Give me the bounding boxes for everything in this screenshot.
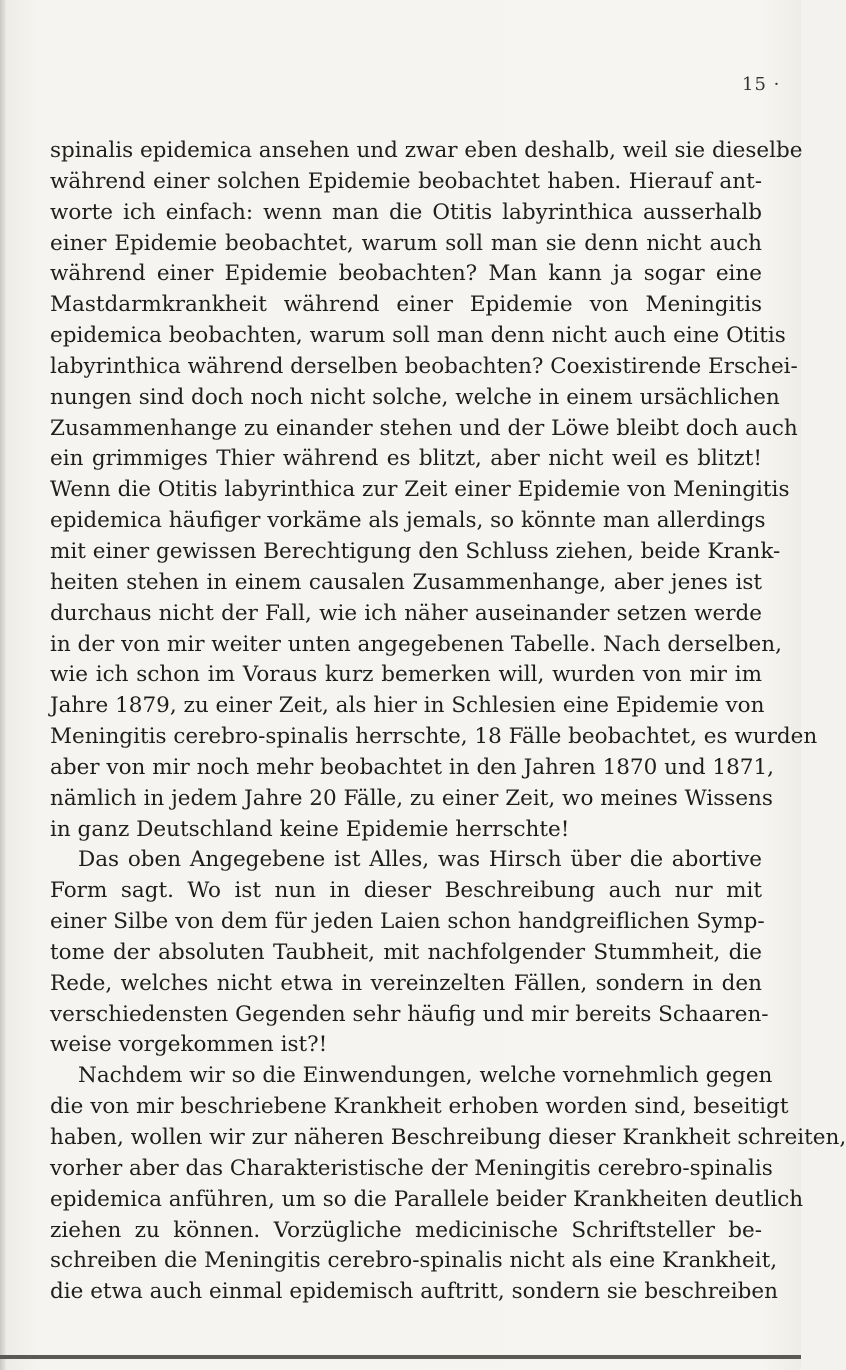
text-line: nungen sind doch noch nicht solche, welche in einem ursächlichen (50, 384, 780, 410)
text-line: tome der absoluten Taubheit, mit nachfolgender Stummheit, die (50, 939, 762, 965)
page-number: 15 · (742, 74, 781, 95)
text-line: epidemica anführen, um so die Parallele beider Krankheiten deutlich (50, 1186, 804, 1212)
text-line: ziehen zu können. Vorzügliche medicinische Schriftsteller be- (50, 1217, 762, 1243)
text-line: worte ich einfach: wenn man die Otitis labyrinthica ausserhalb (50, 199, 762, 225)
text-line: Wenn die Otitis labyrinthica zur Zeit einer Epidemie von Meningitis (50, 477, 790, 503)
text-line: wie ich schon im Voraus kurz bemerken will, wurden von mir im (50, 662, 762, 688)
text-line: während einer Epidemie beobachten? Man kann ja sogar eine (50, 261, 762, 287)
text-line: Mastdarmkrankheit während einer Epidemie von Meningitis (50, 292, 762, 318)
text-line: in ganz Deutschland keine Epidemie herrschte! (50, 816, 570, 842)
body-text (50, 136, 846, 1308)
text-line: einer Epidemie beobachtet, warum soll man sie denn nicht auch (50, 230, 762, 256)
text-line: Zusammenhange zu einander stehen und der Löwe bleibt doch auch (50, 415, 798, 441)
text-line: spinalis epidemica ansehen und zwar eben deshalb, weil sie dieselbe (50, 138, 803, 163)
text-line: epidemica beobachten, warum soll man denn nicht auch eine Otitis (50, 323, 786, 349)
text-line: heiten stehen in einem causalen Zusammenhange, aber jenes ist (50, 569, 762, 595)
text-line: Form sagt. Wo ist nun in dieser Beschreibung auch nur mit (50, 878, 762, 904)
text-line: weise vorgekommen ist?! (50, 1032, 328, 1058)
text-line: labyrinthica während derselben beobachten? Coexistirende Erschei- (50, 353, 798, 379)
text-line: Rede, welches nicht etwa in vereinzelten Fällen, sondern in den (50, 970, 762, 996)
text-line: vorher aber das Charakteristische der Meningitis cerebro-spinalis (50, 1155, 773, 1181)
text-line: schreiben die Meningitis cerebro-spinalis nicht als eine Krankheit, (50, 1248, 778, 1274)
text-line: die etwa auch einmal epidemisch auftritt, sondern sie beschreiben (50, 1279, 778, 1305)
bottom-border-line (0, 1355, 801, 1359)
text-line: verschiedensten Gegenden sehr häufig und mir bereits Schaaren- (50, 1001, 769, 1027)
text-line: in der von mir weiter unten angegebenen Tabelle. Nach derselben, (50, 631, 782, 657)
paragraph-start-line: Nachdem wir so die Einwendungen, welche vornehmlich gegen (78, 1063, 773, 1089)
text-line: mit einer gewissen Berechtigung den Schluss ziehen, beide Krank- (50, 538, 781, 564)
text-line: die von mir beschriebene Krankheit erhoben worden sind, beseitigt (50, 1094, 789, 1120)
text-line: während einer solchen Epidemie beobachtet haben. Hierauf ant- (50, 168, 762, 194)
paragraph-start-line: Das oben Angegebene ist Alles, was Hirsch über die abortive (78, 847, 762, 873)
text-line: ein grimmiges Thier während es blitzt, aber nicht weil es blitzt! (50, 446, 762, 472)
text-line: Meningitis cerebro-spinalis herrschte, 18 Fälle beobachtet, es wurden (50, 724, 818, 750)
text-line: nämlich in jedem Jahre 20 Fälle, zu einer Zeit, wo meines Wissens (50, 785, 773, 811)
text-line: durchaus nicht der Fall, wie ich näher auseinander setzen werde (50, 600, 762, 626)
text-line: einer Silbe von dem für jeden Laien schon handgreiflichen Symp- (50, 909, 765, 935)
text-line: haben, wollen wir zur näheren Beschreibung dieser Krankheit schreiten, (50, 1125, 846, 1150)
text-line: aber von mir noch mehr beobachtet in den Jahren 1870 und 1871, (50, 754, 774, 780)
text-line: epidemica häufiger vorkäme als jemals, so könnte man allerdings (50, 508, 766, 534)
page-edge-shadow (0, 0, 6, 1370)
text-line: Jahre 1879, zu einer Zeit, als hier in Schlesien eine Epidemie von (50, 693, 765, 719)
